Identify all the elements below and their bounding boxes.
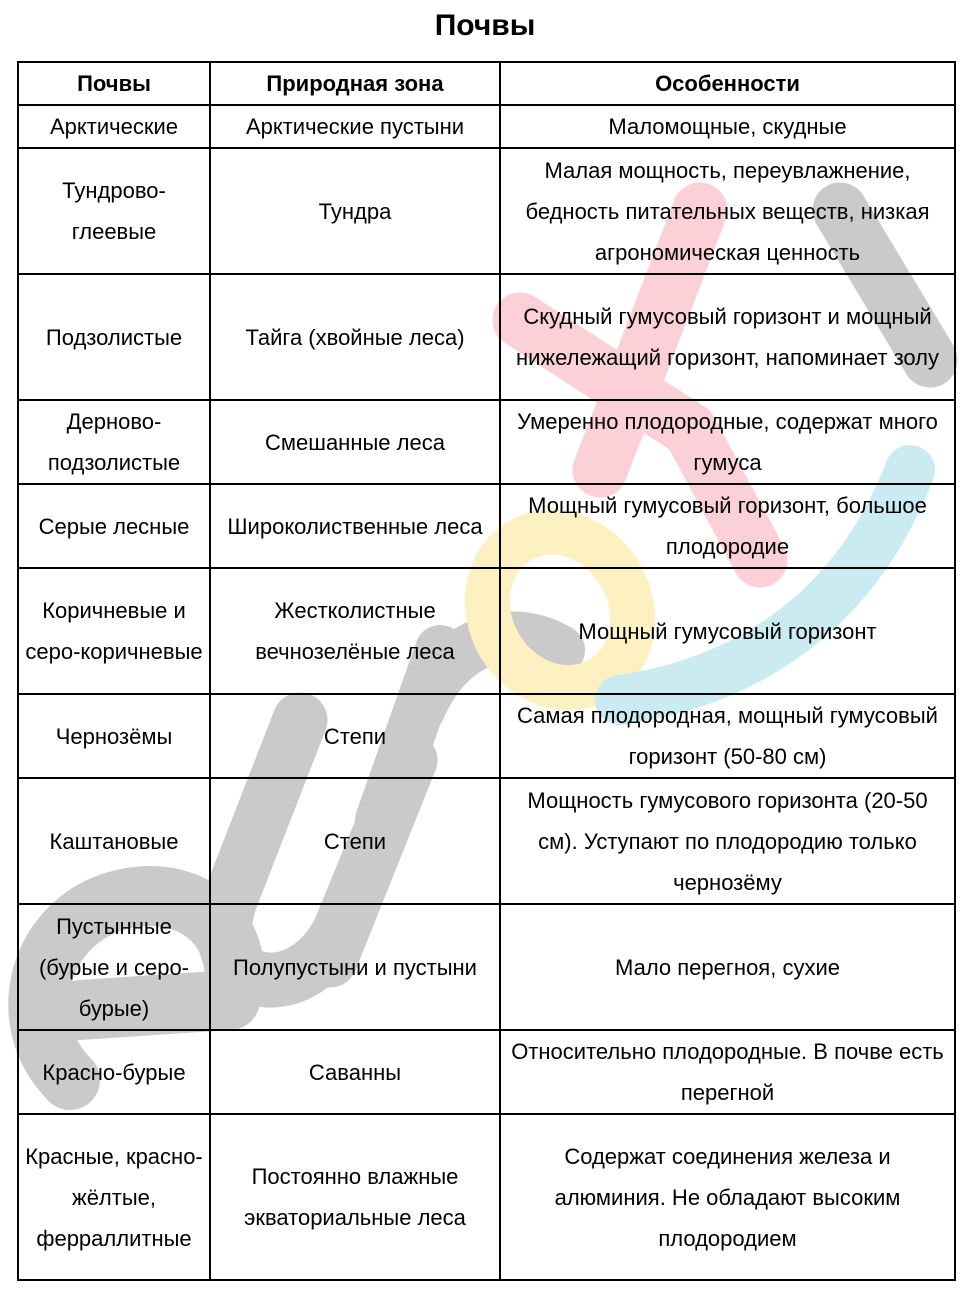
header-features: Особенности xyxy=(500,62,955,105)
header-soils: Почвы xyxy=(18,62,210,105)
natural-zone: Жестколистные вечнозелёные леса xyxy=(210,568,500,694)
table-row xyxy=(18,148,955,274)
table-row xyxy=(18,105,955,148)
natural-zone: Степи xyxy=(210,778,500,904)
soil-features: Мощный гумусовый горизонт, большое плодородие xyxy=(500,484,955,568)
soil-name: Арктические xyxy=(18,105,210,148)
table-row xyxy=(18,568,955,694)
natural-zone: Широколиственные леса xyxy=(210,484,500,568)
soil-name: Серые лесные xyxy=(18,484,210,568)
header-natural-zone: Природная зона xyxy=(210,62,500,105)
soil-features: Относительно плодородные. В почве есть перегной xyxy=(500,1030,955,1114)
soil-name: Красно-бурые xyxy=(18,1030,210,1114)
natural-zone: Степи xyxy=(210,694,500,778)
soil-name: Красные, красно-жёлтые, ферраллитные xyxy=(18,1114,210,1280)
soil-features: Маломощные, скудные xyxy=(500,105,955,148)
table-row xyxy=(18,484,955,568)
soil-name: Подзолистые xyxy=(18,274,210,400)
natural-zone: Постоянно влажные экваториальные леса xyxy=(210,1114,500,1280)
soil-name: Тундрово-глеевые xyxy=(18,148,210,274)
soil-features: Содержат соединения железа и алюминия. Не обладают высоким плодородием xyxy=(500,1114,955,1280)
soil-features: Умеренно плодородные, содержат много гумуса xyxy=(500,400,955,484)
table-row xyxy=(18,694,955,778)
soil-name: Чернозёмы xyxy=(18,694,210,778)
soils-table xyxy=(17,61,956,1281)
table-header-row xyxy=(18,62,955,105)
soil-features: Самая плодородная, мощный гумусовый горизонт (50-80 см) xyxy=(500,694,955,778)
page-title: Почвы xyxy=(434,9,536,42)
soil-features: Мощный гумусовый горизонт xyxy=(500,568,955,694)
table-row xyxy=(18,778,955,904)
table-row xyxy=(18,904,955,1030)
soil-name: Каштановые xyxy=(18,778,210,904)
natural-zone: Саванны xyxy=(210,1030,500,1114)
soil-features: Скудный гумусовый горизонт и мощный нижележащий горизонт, напоминает золу xyxy=(500,274,955,400)
table-row xyxy=(18,274,955,400)
natural-zone: Тундра xyxy=(210,148,500,274)
table-row xyxy=(18,1114,955,1280)
soil-features: Мощность гумусового горизонта (20-50 см). Уступают по плодородию только чернозёму xyxy=(500,778,955,904)
soil-name: Пустынные (бурые и серо-бурые) xyxy=(18,904,210,1030)
table-row xyxy=(18,1030,955,1114)
natural-zone: Полупустыни и пустыни xyxy=(210,904,500,1030)
soil-name: Дерново-подзолистые xyxy=(18,400,210,484)
natural-zone: Арктические пустыни xyxy=(210,105,500,148)
soil-name: Коричневые и серо-коричневые xyxy=(18,568,210,694)
soil-features: Мало перегноя, сухие xyxy=(500,904,955,1030)
natural-zone: Тайга (хвойные леса) xyxy=(210,274,500,400)
table-row xyxy=(18,400,955,484)
soil-features: Малая мощность, переувлажнение, бедность питательных веществ, низкая агрономическая ценность xyxy=(500,148,955,274)
natural-zone: Смешанные леса xyxy=(210,400,500,484)
